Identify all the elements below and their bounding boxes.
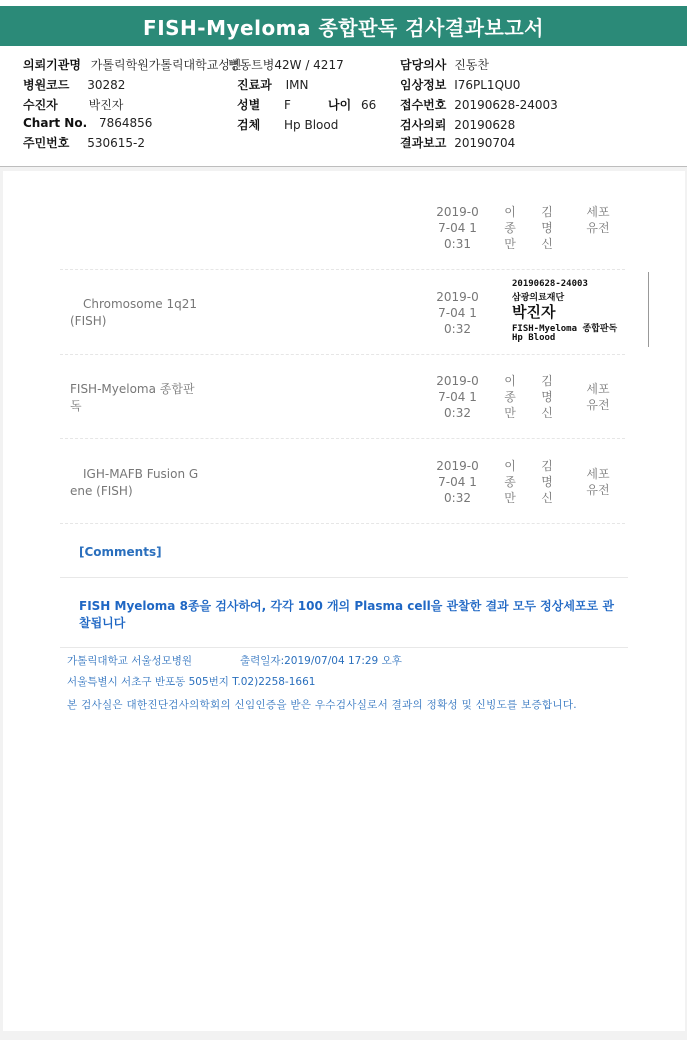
department-name: 세포 유전 bbox=[586, 382, 610, 412]
stamp-patient: 박진자 bbox=[512, 303, 556, 321]
specimen-field bbox=[237, 116, 338, 133]
result-row bbox=[0, 373, 682, 457]
resident-no-value: 530615-2 bbox=[87, 136, 145, 150]
age-label: 나이 bbox=[328, 98, 352, 112]
specimen-value: Hp Blood bbox=[284, 118, 339, 132]
specimen-label: 검체 bbox=[237, 118, 261, 132]
comment-text: FISH Myeloma 8종을 검사하여, 각각 100 개의 Plasma cell을 관찰한 결과 모두 정상세포로 관찰됩니다 bbox=[79, 599, 614, 630]
department-name: 세포 유전 bbox=[586, 205, 610, 235]
stamp-lab: 삼광의료재단 bbox=[512, 293, 565, 303]
clinical-info-value: I76PL1QU0 bbox=[454, 78, 521, 92]
footer-printed: 출력일자:2019/07/04 17:29 오후 bbox=[240, 655, 402, 667]
row-divider bbox=[60, 438, 625, 439]
row-divider bbox=[60, 354, 625, 355]
hospital-code-field bbox=[23, 76, 125, 93]
divider bbox=[60, 577, 628, 578]
patient-label: 수진자 bbox=[23, 98, 58, 112]
footer-address: 서울특별시 서초구 반포동 505번지 T.02)2258-1661 bbox=[67, 676, 316, 688]
reporter-name: 이 종 만 bbox=[504, 459, 516, 505]
test-name: FISH-Myeloma 종합판 독 bbox=[70, 382, 195, 413]
request-date-value: 20190628 bbox=[454, 118, 516, 132]
hospital-code-label: 병원코드 bbox=[23, 78, 70, 92]
chart-no-value: 7864856 bbox=[98, 116, 153, 130]
report-header bbox=[0, 0, 687, 167]
hospital-code-value: 30282 bbox=[87, 78, 126, 92]
footer-hospital: 가톨릭대학교 서울성모병원 bbox=[67, 655, 193, 667]
result-row bbox=[0, 458, 682, 542]
footer-notice: 본 검사실은 대한진단검사의학회의 신임인증을 받은 우수검사실로서 결과의 정확성 및 신빙도를 보증합니다. bbox=[67, 699, 577, 711]
department-value: IMN bbox=[285, 78, 309, 92]
sex-label: 성별 bbox=[237, 98, 261, 112]
stamp-receipt: 20190628-24003 bbox=[512, 279, 588, 289]
department-field bbox=[237, 76, 308, 93]
resident-no-field bbox=[23, 134, 145, 151]
report-date-label: 결과보고 bbox=[400, 136, 447, 150]
row-divider bbox=[60, 269, 625, 270]
institution-value: 가톨릭학원가톨릭대학교성빈 bbox=[90, 58, 242, 72]
request-date-field bbox=[400, 116, 515, 133]
report-time: 2019-0 7-04 1 0:32 bbox=[436, 459, 479, 505]
clinical-info-field bbox=[400, 76, 520, 93]
reporter-name: 이 종 만 bbox=[504, 205, 516, 251]
sex-value: F bbox=[284, 98, 291, 112]
reviewer-name: 김 명 신 bbox=[541, 459, 553, 505]
stamp-test: FISH-Myeloma 종합판독 bbox=[512, 324, 618, 334]
receipt-no-value: 20190628-24003 bbox=[454, 98, 558, 112]
stamp-specimen: Hp Blood bbox=[512, 333, 556, 343]
chart-no-field bbox=[23, 116, 152, 130]
test-name: IGH-MAFB Fusion G ene (FISH) bbox=[70, 467, 199, 498]
reviewer-name: 김 명 신 bbox=[541, 205, 553, 251]
age-field bbox=[328, 96, 376, 113]
patient-field bbox=[23, 96, 123, 113]
patient-value: 박진자 bbox=[88, 98, 124, 112]
divider bbox=[60, 647, 628, 648]
institution-field bbox=[23, 56, 242, 73]
ward-value: 병동트병42W / 4217 bbox=[228, 58, 344, 72]
report-time: 2019-0 7-04 1 0:32 bbox=[436, 290, 479, 336]
doctor-value: 진동찬 bbox=[454, 58, 489, 72]
doctor-label: 담당의사 bbox=[400, 58, 447, 72]
receipt-no-label: 접수번호 bbox=[400, 98, 447, 112]
chart-no-label: Chart No. bbox=[23, 116, 88, 130]
institution-label: 의뢰기관명 bbox=[23, 58, 81, 72]
row-divider bbox=[60, 523, 625, 524]
report-title: FISH-Myeloma 종합판독 검사결과보고서 bbox=[0, 6, 687, 46]
report-time: 2019-0 7-04 1 0:32 bbox=[436, 374, 479, 420]
department-name: 세포 유전 bbox=[586, 467, 610, 497]
receipt-no-field bbox=[400, 96, 558, 113]
resident-no-label: 주민번호 bbox=[23, 136, 70, 150]
specimen-stamp bbox=[502, 272, 649, 347]
ward-field bbox=[228, 56, 344, 73]
report-date-field bbox=[400, 134, 515, 151]
reporter-name: 이 종 만 bbox=[504, 374, 516, 420]
clinical-info-label: 임상정보 bbox=[400, 78, 447, 92]
test-name: Chromosome 1q21 (FISH) bbox=[70, 297, 198, 328]
doctor-field bbox=[400, 56, 489, 73]
request-date-label: 검사의뢰 bbox=[400, 118, 447, 132]
comments-heading: [Comments] bbox=[79, 545, 162, 559]
sex-field bbox=[237, 96, 291, 113]
age-value: 66 bbox=[361, 98, 377, 112]
report-date-value: 20190704 bbox=[454, 136, 516, 150]
reviewer-name: 김 명 신 bbox=[541, 374, 553, 420]
department-label: 진료과 bbox=[237, 78, 272, 92]
report-time: 2019-0 7-04 1 0:31 bbox=[436, 205, 479, 251]
